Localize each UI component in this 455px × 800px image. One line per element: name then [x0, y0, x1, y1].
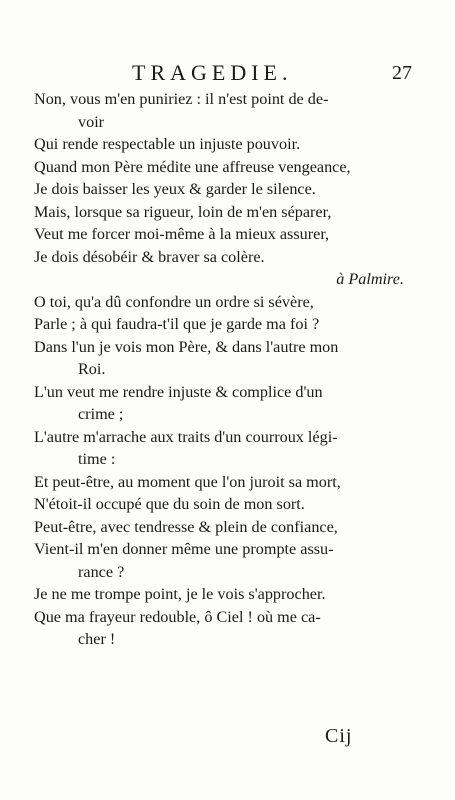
running-title: TRAGEDIE.	[132, 60, 293, 85]
verse-line: Vient-il m'en donner même une prompte assu-	[34, 540, 334, 558]
verse-line: Parle ; à qui faudra-t'il que je garde ma foi ?	[34, 315, 320, 333]
verse-line: L'un veut me rendre injuste & complice d'un	[34, 382, 323, 401]
stage-direction: à Palmire.	[336, 270, 404, 288]
verse-line: Non, vous m'en puniriez : il n'est point de de-	[34, 90, 329, 108]
page-header	[34, 60, 412, 88]
verse-line: Et peut-être, au moment que l'on juroit sa mort,	[34, 472, 341, 491]
signature-mark: Cij	[325, 725, 353, 747]
verse-line: Je ne me trompe point, je le vois s'approcher.	[34, 585, 326, 603]
verse-line: Mais, lorsque sa rigueur, loin de m'en séparer,	[34, 202, 332, 221]
verse-line: Quand mon Père médite une affreuse vengeance,	[34, 157, 351, 176]
verse-line: voir	[78, 112, 105, 131]
verse-line: N'étoit-il occupé que du soin de mon sort.	[34, 495, 305, 513]
verse-line: rance ?	[78, 562, 125, 581]
verse-line: Je dois désobéir & braver sa colère.	[34, 247, 265, 266]
verse-line: Peut-être, avec tendresse & plein de confiance,	[34, 517, 338, 536]
verse-line: Qui rende respectable un injuste pouvoir.	[34, 135, 301, 153]
verse-line: cher !	[78, 630, 116, 648]
page-number: 27	[392, 62, 412, 84]
verse-line: O toi, qu'a dû confondre un ordre si sévère,	[34, 292, 314, 311]
verse-line: crime ;	[78, 405, 124, 423]
verse-line: Veut me forcer moi-même à la mieux assurer,	[34, 225, 330, 243]
verse-block	[34, 88, 414, 651]
verse-line: L'autre m'arrache aux traits d'un courroux légi-	[34, 427, 338, 446]
verse-line: Que ma frayeur redouble, ô Ciel ! où me ca-	[34, 607, 321, 626]
verse-line: Je dois baisser les yeux & garder le silence.	[34, 180, 316, 198]
verse-line: time :	[78, 450, 116, 468]
verse-line: Roi.	[78, 360, 106, 378]
verse-line: Dans l'un je vois mon Père, & dans l'autre mon	[34, 337, 339, 356]
